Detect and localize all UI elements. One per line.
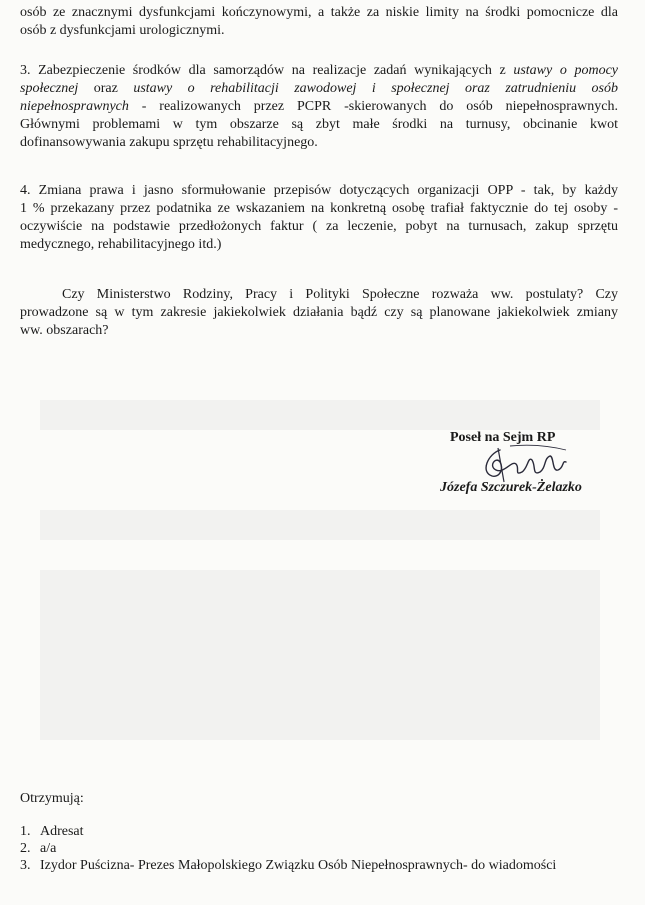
text-line: prowadzone są w tym zakresie jakiekolwiek działania bądź czy są planowane jakiekolwiek zmiany [20,305,618,320]
text-line: osób ze znacznymi dysfunkcjami kończynowymi, a także za niskie limity na środki pomocnicze dla [20,5,618,20]
text-run: - realizowanych przez PCPR -skierowanych do osób niepełnosprawnych. [128,99,618,114]
list-text: a/a [40,841,57,856]
point-4-paragraph [20,182,618,254]
text-line: 4. Zmiana prawa i jasno sformułowanie przepisów dotyczących organizacji OPP - tak, by każdy [20,183,618,198]
law-title: społecznej [20,81,79,96]
scan-shadow [40,400,600,430]
text-line: medycznego, rehabilitacyjnego itd.) [20,237,222,252]
text-run: 3. Zabezpieczenie środków dla samorządów na realizacje zadań wynikających z [20,63,514,78]
text-run: oraz [78,81,134,96]
law-title: ustawy o pomocy [513,63,618,78]
intro-paragraph [20,4,618,40]
list-number: 2. [20,841,31,856]
question-paragraph [20,286,618,340]
list-item [20,857,556,874]
signatory-name: Józefa Szczurek-Żelazko [440,480,582,495]
text-line: Głównymi problemami w tym obszarze są zbyt małe środki na turnusy, obcinanie kwot [20,117,618,132]
point-3-paragraph [20,62,618,152]
text-line: dofinansowywania zakupu sprzętu rehabilitacyjnego. [20,135,318,150]
law-title: niepełnosprawnych [20,99,129,114]
list-number: 1. [20,824,31,839]
scan-shadow [40,570,600,740]
text-line [20,62,618,80]
text-line [20,80,618,98]
list-number: 3. [20,858,31,873]
list-item [20,823,556,840]
text-line [20,98,618,116]
recipients-list [20,823,556,874]
signature-title: Poseł na Sejm RP [450,430,556,445]
text-line: osób z dysfunkcjami urologicznymi. [20,23,225,38]
text-line: oczywiście na podstawie przedłożonych faktur ( za leczenie, pobyt na turnusach, zakup sprzętu [20,219,618,234]
text-line: Czy Ministerstwo Rodziny, Pracy i Polityki Społeczne rozważa ww. postulaty? Czy [62,287,618,302]
scan-shadow [40,510,600,540]
list-item [20,840,556,857]
list-text: Izydor Puścizna- Prezes Małopolskiego Związku Osób Niepełnosprawnych- do wiadomości [40,858,557,873]
recipients-label: Otrzymują: [20,791,84,806]
text-line: ww. obszarach? [20,323,109,338]
law-title: ustawy o rehabilitacji zawodowej i społecznej oraz zatrudnieniu osób [133,81,618,96]
text-line: 1 % przekazany przez podatnika ze wskazaniem na konkretną osobę trafiał faktycznie do tej osoby - [20,201,618,216]
list-text: Adresat [40,824,84,839]
signature-block [430,430,620,510]
